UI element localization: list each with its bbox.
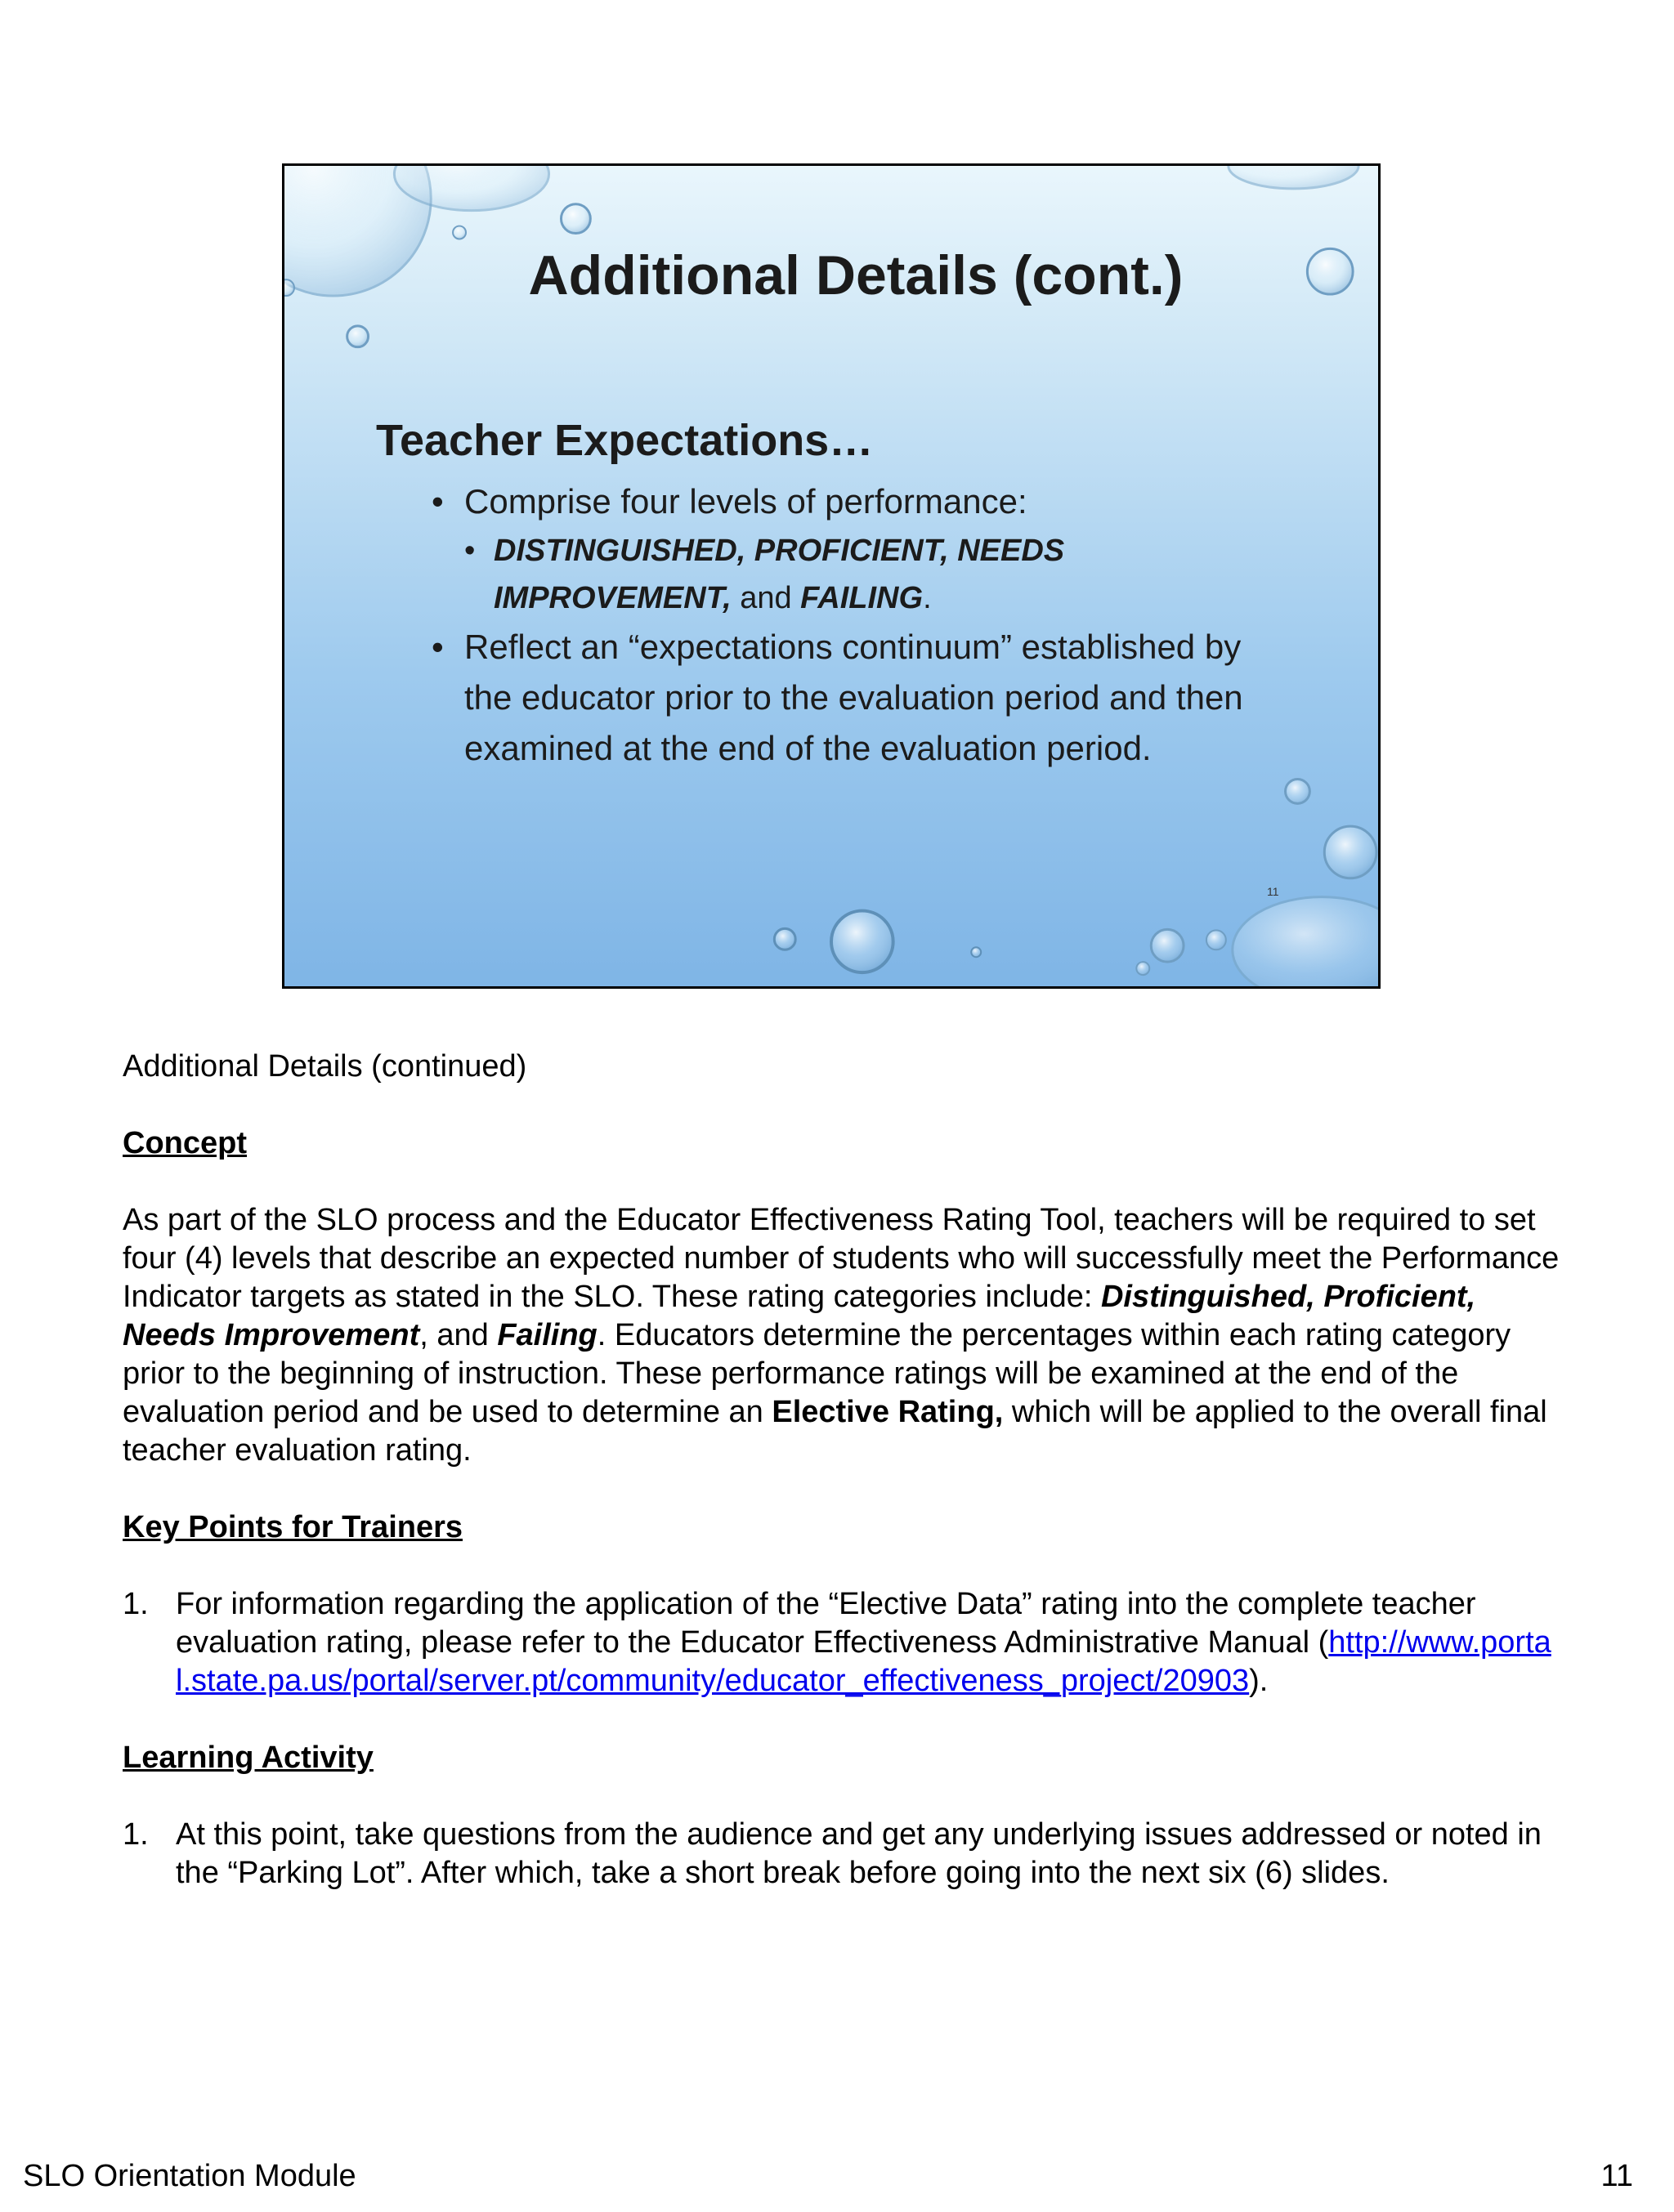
concept-elective-rating: Elective Rating, [772, 1395, 1004, 1429]
concept-heading: Concept [123, 1126, 247, 1160]
manual-link[interactable]: http://www.portal.state.pa.us/portal/server.pt/community/educator_effectiveness_project/20903 [176, 1625, 1551, 1698]
period-text: . [923, 581, 932, 615]
concept-text: . Educators determine the percentages within each rating category prior to the beginning of instruction. These performance ratings will be examined at the end of the evaluation period and be used to determine an [123, 1318, 1511, 1429]
slide-title: Additional Details (cont.) [528, 244, 1184, 306]
key-points-heading: Key Points for Trainers [123, 1510, 463, 1544]
slide-bullet-text: Reflect an “expectations continuum” established by the educator prior to the evaluation period and then examined at the end of the evaluation period. [464, 628, 1243, 767]
footer-page-number: 11 [1600, 2159, 1633, 2193]
slide-sub-bullet-list [464, 527, 1298, 622]
learning-activity-list [123, 1816, 1561, 1892]
slide-thumbnail [282, 163, 1381, 989]
concept-text: which will be applied to the overall final teacher evaluation rating. [123, 1395, 1547, 1468]
concept-text: As part of the SLO process and the Educator Effectiveness Rating Tool, teachers will be required to set four (4) levels that describe an expected number of students who will successfully meet the Performance Indicator targets as stated in the SLO. These rating categories include: [123, 1203, 1560, 1314]
slide-bullet-text: Comprise four levels of performance: [464, 482, 1027, 521]
learning-activity-heading: Learning Activity [123, 1741, 374, 1775]
key-point-end: ). [1249, 1664, 1269, 1698]
notes-intro: Additional Details (continued) [123, 1049, 527, 1084]
slide-bullet-list [432, 476, 1298, 774]
and-text: and [731, 581, 801, 615]
concept-paragraph [123, 1201, 1561, 1470]
list-number: 1. [123, 1587, 149, 1621]
list-item [123, 1585, 1561, 1700]
list-item [123, 1816, 1561, 1892]
list-number: 1. [123, 1817, 149, 1852]
concept-failing: Failing [497, 1318, 598, 1352]
learning-activity-text: At this point, take questions from the audience and get any underlying issues addressed or noted in the “Parking Lot”. After which, take a short break before going into the next six (6) slides. [176, 1817, 1542, 1890]
speaker-notes [123, 1048, 1561, 1892]
footer-module-name: SLO Orientation Module [23, 2159, 356, 2193]
concept-categories: Distinguished, Proficient, Needs Improvement [123, 1280, 1476, 1352]
failing-text: FAILING [800, 581, 924, 615]
key-point-text: For information regarding the application of the “Elective Data” rating into the complete teacher evaluation rating, please refer to the Educator Effectiveness Administrative Manual ( [176, 1587, 1476, 1660]
slide-bullet [432, 622, 1298, 774]
slide-sub-bullet [464, 527, 1298, 622]
slide-number: 11 [1267, 885, 1279, 898]
concept-and: , and [419, 1318, 498, 1352]
slide-bullet [432, 476, 1298, 622]
slide-heading: Teacher Expectations… [376, 416, 874, 465]
performance-levels-text: DISTINGUISHED, PROFICIENT, NEEDS IMPROVEMENT, [494, 534, 1065, 615]
key-points-list [123, 1585, 1561, 1700]
